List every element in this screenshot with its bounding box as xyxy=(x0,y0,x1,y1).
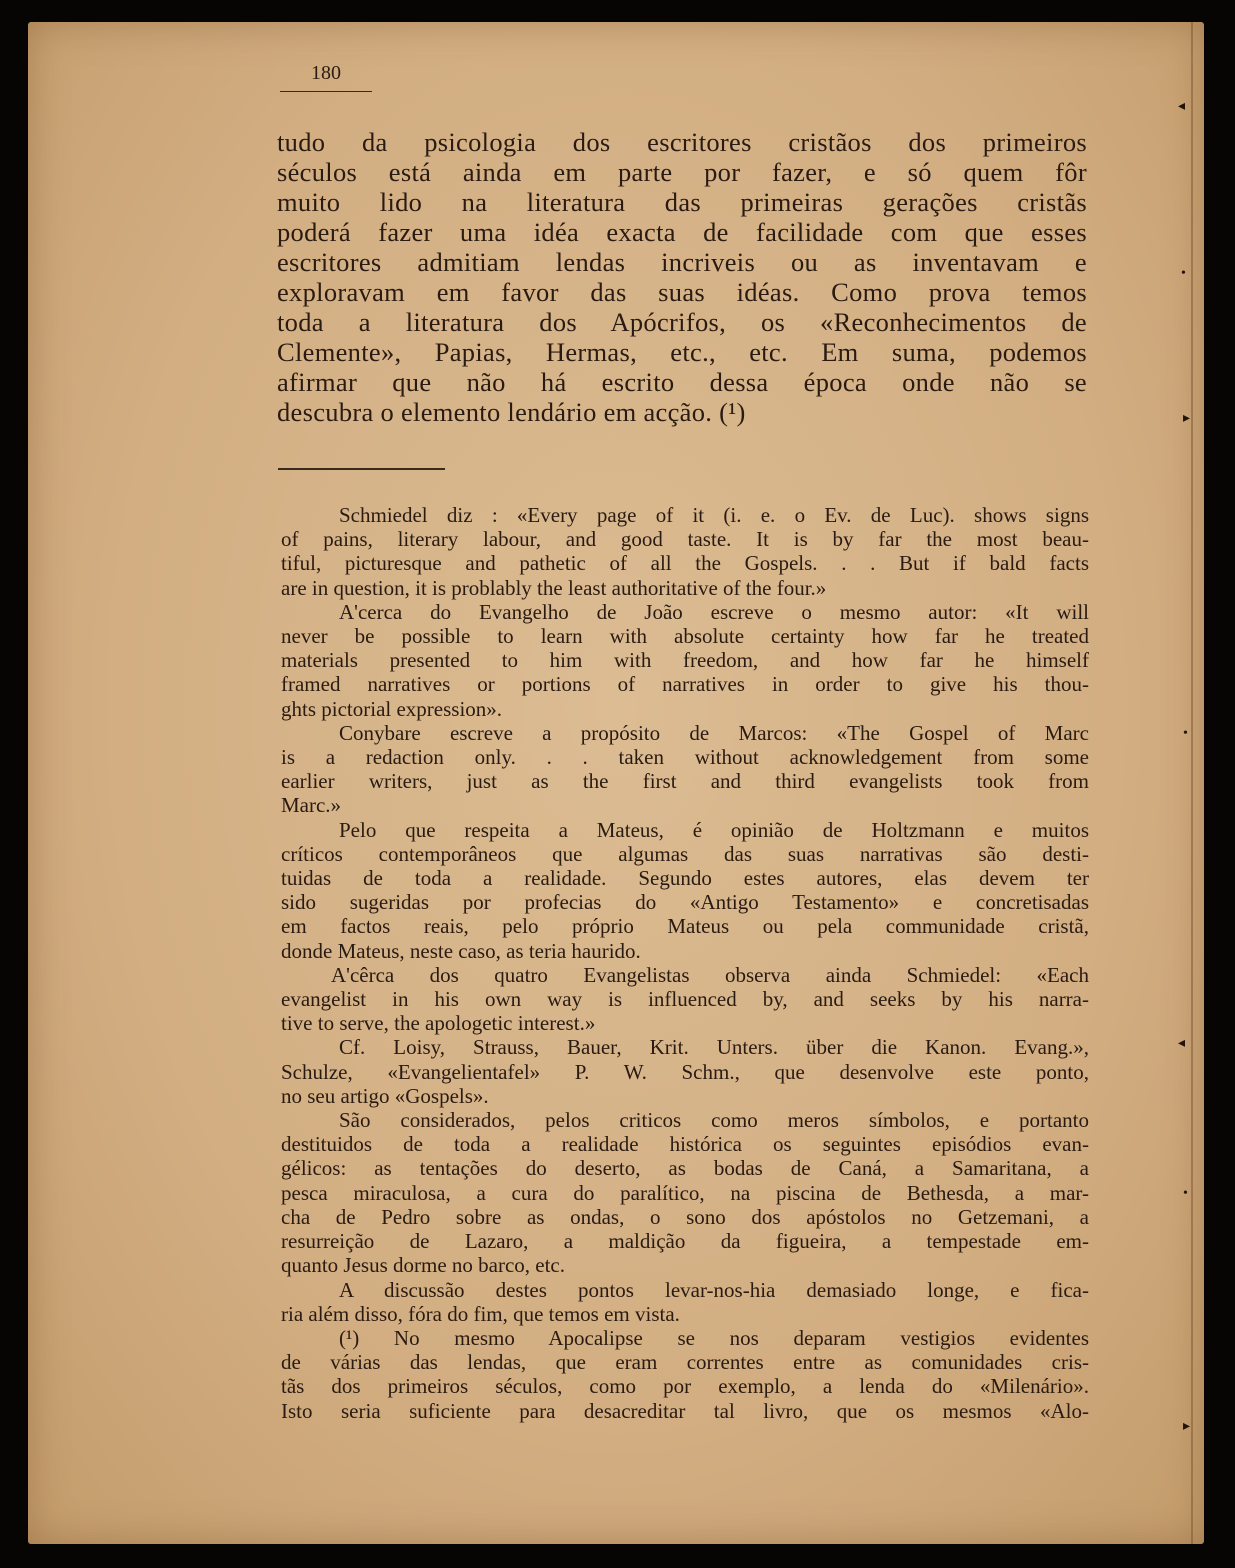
note-line: are in question, it is problably the least authoritative of the four.» xyxy=(281,575,827,600)
note-line: tuidas de toda a realidade. Segundo estes autores, elas devem ter xyxy=(281,866,1089,891)
note-line: quanto Jesus dorme no barco, etc. xyxy=(281,1253,566,1278)
note-line: Schmiedel diz : «Every page of it (i. e. o Ev. de Luc). shows signs xyxy=(339,503,1089,527)
binding-mark-icon: ◂ xyxy=(1178,1036,1186,1051)
note-line: gélicos: as tentações do deserto, as bodas de Caná, a Samaritana, a xyxy=(281,1156,1089,1181)
note-line: ghts pictorial expression». xyxy=(281,696,503,721)
note-line: framed narratives or portions of narratives in order to give his thou- xyxy=(281,672,1089,697)
note-line: no seu artigo «Gospels». xyxy=(281,1083,489,1108)
main-paragraph xyxy=(277,127,1087,427)
note-line: resurreição de Lazaro, a maldição da figueira, a tempestade em- xyxy=(281,1229,1089,1254)
note-line: Pelo que respeita a Mateus, é opinião de Holtzmann e muitos xyxy=(339,817,1089,842)
book-page xyxy=(28,22,1204,1544)
note-line: tãs dos primeiros séculos, como por exemplo, a lenda do «Milenário». xyxy=(281,1374,1089,1399)
note-line: cha de Pedro sobre as ondas, o sono dos apóstolos no Getzemani, a xyxy=(281,1204,1089,1229)
note-line: ria além disso, fóra do fim, que temos em vista. xyxy=(281,1301,680,1326)
note-line: Conybare escreve a propósito de Marcos: «The Gospel of Marc xyxy=(339,720,1089,745)
body-line: descubra o elemento lendário em acção. (¹) xyxy=(277,397,746,427)
footnotes xyxy=(281,503,1089,1423)
body-line: poderá fazer uma idéa exacta de facilidade com que esses xyxy=(277,217,1087,247)
body-line: exploravam em favor das suas idéas. Como prova temos xyxy=(277,277,1087,307)
body-line: escritores admitiam lendas incriveis ou as inventavam e xyxy=(277,247,1087,277)
body-line: tudo da psicologia dos escritores cristãos dos primeiros xyxy=(277,127,1087,157)
note-line: tiful, picturesque and pathetic of all the Gospels. . . But if bald facts xyxy=(281,551,1089,576)
page-fold-edge xyxy=(1191,22,1193,1544)
note-line: A discussão destes pontos levar-nos-hia demasiado longe, e fica- xyxy=(339,1277,1089,1302)
binding-mark-icon: ▸ xyxy=(1183,411,1191,426)
page-number: 180 xyxy=(280,62,372,92)
note-line: (¹) No mesmo Apocalipse se nos deparam vestigios evidentes xyxy=(339,1325,1089,1350)
note-line: Schulze, «Evangelientafel» P. W. Schm., que desenvolve este ponto, xyxy=(281,1059,1089,1084)
footnote-separator xyxy=(278,468,445,470)
note-line: Isto seria suficiente para desacreditar tal livro, que os mesmos «Alo- xyxy=(281,1398,1089,1423)
body-line: muito lido na literatura das primeiras gerações cristãs xyxy=(277,187,1087,217)
body-line: toda a literatura dos Apócrifos, os «Reconhecimentos de xyxy=(277,307,1087,337)
note-line: materials presented to him with freedom, and how far he himself xyxy=(281,648,1089,673)
note-line: Marc.» xyxy=(281,793,342,818)
note-line: pesca miraculosa, a cura do paralítico, na piscina de Bethesda, a mar- xyxy=(281,1180,1089,1205)
note-line: tive to serve, the apologetic interest.» xyxy=(281,1011,596,1036)
binding-mark-icon: • xyxy=(1183,1186,1188,1201)
note-line: earlier writers, just as the first and third evangelists took from xyxy=(281,769,1089,794)
note-line: sido sugeridas por profecias do «Antigo Testamento» e concretisadas xyxy=(281,890,1089,915)
note-line: evangelist in his own way is influenced by, and seeks by his narra- xyxy=(281,987,1089,1012)
note-line: Cf. Loisy, Strauss, Bauer, Krit. Unters. über die Kanon. Evang.», xyxy=(339,1035,1089,1060)
note-line: donde Mateus, neste caso, as teria haurido. xyxy=(281,938,641,963)
binding-mark-icon: ▸ xyxy=(1183,1419,1191,1434)
note-line: of pains, literary labour, and good taste. It is by far the most beau- xyxy=(281,527,1089,552)
binding-mark-icon: • xyxy=(1183,726,1188,741)
binding-mark-icon: ◂ xyxy=(1178,99,1186,114)
body-line: séculos está ainda em parte por fazer, e só quem fôr xyxy=(277,157,1087,187)
note-line: is a redaction only. . . taken without acknowledgement from some xyxy=(281,745,1089,770)
note-line: críticos contemporâneos que algumas das suas narrativas são desti- xyxy=(281,841,1089,866)
note-line: de várias das lendas, que eram correntes entre as comunidades cris- xyxy=(281,1350,1089,1375)
note-line: em factos reais, pelo próprio Mateus ou pela communidade cristã, xyxy=(281,914,1089,939)
body-line: Clemente», Papias, Hermas, etc., etc. Em suma, podemos xyxy=(277,337,1087,367)
body-line: afirmar que não há escrito dessa época onde não se xyxy=(277,367,1087,397)
note-line: A'cêrca dos quatro Evangelistas observa ainda Schmiedel: «Each xyxy=(331,962,1089,987)
note-line: São considerados, pelos criticos como meros símbolos, e portanto xyxy=(339,1108,1089,1133)
binding-mark-icon: • xyxy=(1181,266,1186,281)
note-line: destituidos de toda a realidade histórica os seguintes episódios evan- xyxy=(281,1132,1089,1157)
note-line: A'cerca do Evangelho de João escreve o mesmo autor: «It will xyxy=(339,599,1089,624)
note-line: never be possible to learn with absolute certainty how far he treated xyxy=(281,624,1089,649)
